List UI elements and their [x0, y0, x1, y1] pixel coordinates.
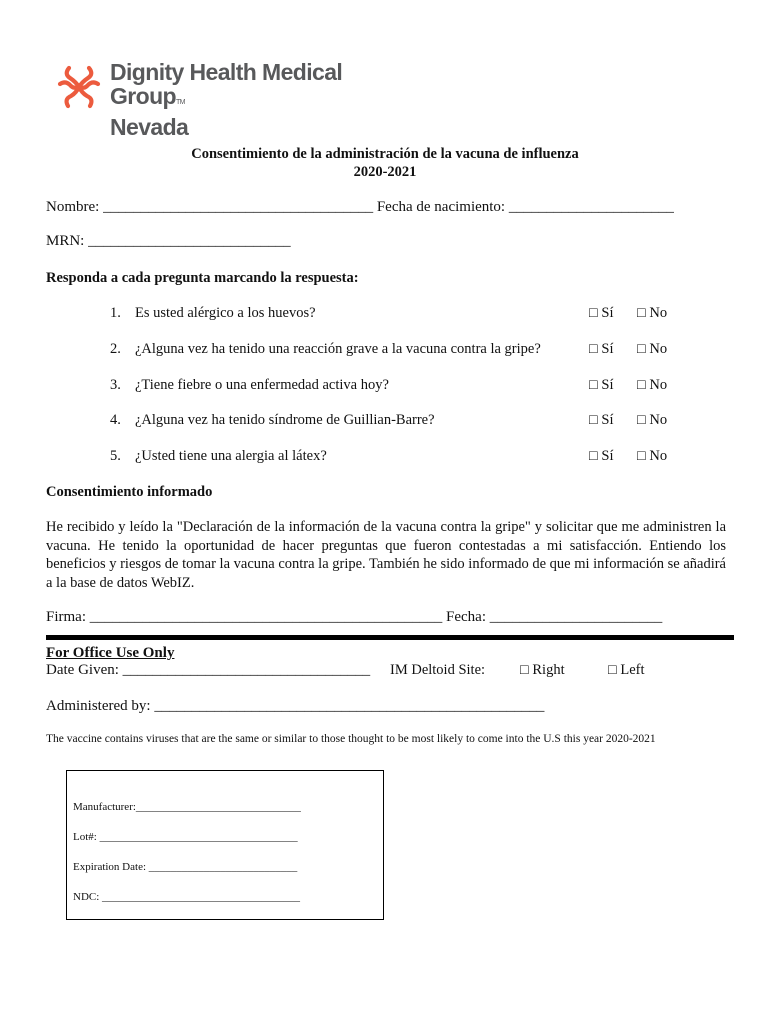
ndc-field[interactable]: NDC: ____________________________________ [73, 891, 301, 903]
questions-heading: Responda a cada pregunta marcando la respuesta: [46, 270, 359, 286]
question-number: 4. [110, 412, 121, 428]
question-number: 2. [110, 341, 121, 357]
no-checkbox[interactable]: □ No [637, 448, 668, 464]
logo-line-1: Dignity Health Medical Group [110, 59, 343, 109]
no-checkbox[interactable]: □ No [637, 305, 668, 321]
question-number: 3. [110, 377, 121, 393]
form-title: Consentimiento de la administración de la vacuna de influenza [191, 146, 579, 162]
vaccine-note: The vaccine contains viruses that are the same or similar to those thought to be most likely to come into the U.S this year 2020-2021 [46, 733, 656, 745]
no-checkbox[interactable]: □ No [637, 341, 668, 357]
question-text: ¿Usted tiene una alergia al látex? [135, 448, 327, 464]
yes-checkbox[interactable]: □ Sí [589, 341, 614, 357]
yes-checkbox[interactable]: □ Sí [589, 448, 614, 464]
logo-wordmark: Dignity Health Medical GroupTM Nevada [110, 60, 416, 139]
no-checkbox[interactable]: □ No [637, 377, 668, 393]
form-year: 2020-2021 [353, 164, 417, 180]
lot-number-field[interactable]: Lot#: ____________________________________ [73, 831, 298, 843]
question-text: ¿Alguna vez ha tenido una reacción grave a la vacuna contra la gripe? [135, 341, 541, 357]
dignity-health-star-icon [56, 62, 102, 112]
no-checkbox[interactable]: □ No [637, 412, 668, 428]
name-dob-field[interactable]: Nombre: ____________________________________ Fecha de nacimiento: ______________________ [46, 199, 674, 215]
logo-line-2: Nevada [110, 114, 189, 140]
date-given-field[interactable]: Date Given: _________________________________ [46, 662, 371, 678]
right-site-checkbox[interactable]: □ Right [520, 662, 565, 678]
mrn-field[interactable]: MRN: ___________________________ [46, 233, 291, 249]
question-text: Es usted alérgico a los huevos? [135, 305, 316, 321]
dignity-health-logo [56, 59, 416, 140]
consent-heading: Consentimiento informado [46, 484, 213, 500]
question-number: 5. [110, 448, 121, 464]
question-number: 1. [110, 305, 121, 321]
lot-info-box [66, 770, 384, 920]
yes-checkbox[interactable]: □ Sí [589, 305, 614, 321]
administered-by-field[interactable]: Administered by: ____________________________________________________ [46, 698, 545, 714]
yes-checkbox[interactable]: □ Sí [589, 377, 614, 393]
question-text: ¿Alguna vez ha tenido síndrome de Guillian-Barre? [135, 412, 435, 428]
left-site-checkbox[interactable]: □ Left [608, 662, 645, 678]
deltoid-site-label: IM Deltoid Site: [390, 662, 486, 678]
manufacturer-field[interactable]: Manufacturer:______________________________ [73, 801, 301, 813]
yes-checkbox[interactable]: □ Sí [589, 412, 614, 428]
signature-date-field[interactable]: Firma: _______________________________________________ Fecha: _______________________ [46, 609, 663, 625]
section-divider [46, 635, 734, 640]
office-use-heading: For Office Use Only [46, 645, 175, 661]
question-text: ¿Tiene fiebre o una enfermedad activa hoy? [135, 377, 389, 393]
expiration-date-field[interactable]: Expiration Date: ___________________________ [73, 861, 298, 873]
consent-paragraph: He recibido y leído la "Declaración de la información de la vacuna contra la gripe" y solicitar que me administren la vacuna. He tenido la oportunidad de hacer preguntas que fueron contestadas a mi satisfacción. Entiendo los beneficios y riesgos de tomar la vacuna contra la gripe. También he sido informado de que mi información se añadirá a la base de datos WebIZ. [46, 519, 726, 591]
